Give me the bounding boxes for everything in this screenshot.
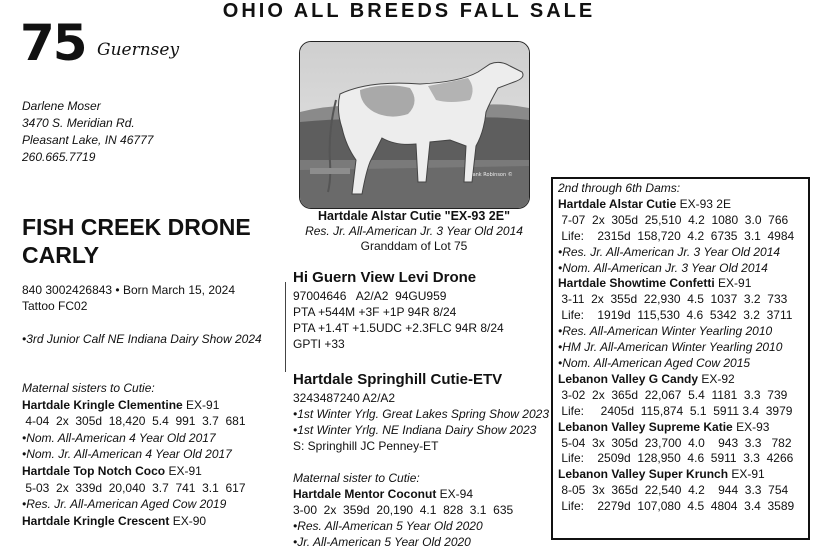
cow-photo-image	[300, 42, 529, 208]
tattoo-line: Tattoo FC02	[22, 299, 88, 313]
animal-name-line	[22, 513, 246, 530]
classification-score: EX-91	[182, 397, 220, 412]
owner-street: 3470 S. Meridian Rd.	[22, 116, 135, 130]
owner-phone: 260.665.7719	[22, 150, 96, 164]
info-line: S: Springhill JC Penney-ET	[293, 439, 439, 453]
animal-name: Lebanon Valley Super Krunch	[558, 467, 729, 482]
dams-box-heading: 2nd through 6th Dams:	[558, 181, 681, 195]
breed-label: Guernsey	[97, 40, 180, 60]
production-record: 4-04 2x 305d 18,420 5.4 991 3.7 681	[22, 414, 246, 429]
production-record: 3-00 2x 359d 20,190 4.1 828 3.1 635	[293, 503, 514, 517]
cow-name-line2: CARLY	[22, 242, 100, 268]
maternal-sister-dam	[293, 470, 513, 550]
registration-line: 840 3002426843 • Born March 15, 2024	[22, 283, 236, 297]
photo-caption	[290, 209, 538, 254]
production-record: Life: 2405d 115,874 5.1 5911 3.4 3979	[558, 403, 793, 418]
lot-number: 75	[20, 14, 86, 72]
production-record: 3-11 2x 355d 22,930 4.5 1037 3.2 733	[558, 292, 788, 307]
registration-info	[22, 282, 235, 314]
cow-name-line1: FISH CREEK DRONE	[22, 214, 251, 240]
dam-lines	[293, 390, 549, 454]
animal-name: Hartdale Alstar Cutie	[558, 196, 677, 211]
classification-score: EX-91	[165, 463, 202, 478]
production-record: 5-04 3x 305d 23,700 4.0 943 3.3 782	[558, 435, 792, 450]
dam-name: Hartdale Springhill Cutie-ETV	[293, 371, 503, 388]
award-line: •Res. All-American 5 Year Old 2020	[293, 519, 483, 533]
sire-pta-line: PTA +544M +3F +1P 94R 8/24	[293, 305, 457, 319]
sire-gpti-line: GPTI +33	[293, 337, 345, 351]
animal-name-line	[558, 197, 794, 213]
award-line: •Res. Jr. All-American Jr. 3 Year Old 2014	[558, 244, 781, 259]
owner-city: Pleasant Lake, IN 46777	[22, 133, 154, 147]
animal-name: Hartdale Showtime Confetti	[558, 276, 715, 291]
award-line: •Nom. Jr. All-American 4 Year Old 2017	[22, 447, 232, 462]
photo-caption-name: Hartdale Alstar Cutie "EX-93 2E"	[317, 209, 510, 223]
classification-score: EX-94	[436, 487, 474, 501]
production-record: Life: 2279d 107,080 4.5 4804 3.4 3589	[558, 499, 795, 514]
award-line: •1st Winter Yrlg. NE Indiana Dairy Show 2023	[293, 423, 537, 437]
classification-score: EX-91	[714, 276, 752, 291]
cow-award: •3rd Junior Calf NE Indiana Dairy Show 2024	[22, 332, 262, 346]
award-line: •Res. Jr. All-American Aged Cow 2019	[22, 497, 227, 512]
dams-box-content	[558, 181, 794, 515]
animal-name-line	[293, 486, 513, 502]
maternal-sisters-cutie	[22, 380, 246, 529]
production-record: Life: 2509d 128,950 4.6 5911 3.3 4266	[558, 451, 794, 466]
animal-name-line	[22, 463, 246, 480]
owner-block	[22, 98, 153, 166]
dam-block	[293, 370, 549, 454]
maternal-sisters-heading: Maternal sisters to Cutie:	[22, 381, 155, 395]
award-line: •Nom. All-American Aged Cow 2015	[558, 355, 751, 370]
classification-score: EX-91	[728, 467, 765, 482]
animal-name: Hartdale Mentor Coconut	[293, 487, 437, 501]
production-record: 5-03 2x 339d 20,040 3.7 741 3.1 617	[22, 480, 246, 495]
production-record: 3-02 2x 365d 22,067 5.4 1181 3.3 739	[558, 387, 788, 402]
classification-score: EX-93 2E	[676, 196, 731, 211]
production-record: Life: 1919d 115,530 4.6 5342 3.2 3711	[558, 308, 793, 323]
animal-name: Hartdale Kringle Clementine	[22, 397, 183, 412]
cow-photo	[299, 41, 530, 209]
production-record: Life: 2315d 158,720 4.2 6735 3.1 4984	[558, 228, 795, 243]
animal-name: Lebanon Valley G Candy	[558, 371, 699, 386]
classification-score: EX-90	[169, 513, 207, 528]
award-line: •HM Jr. All-American Winter Yearling 2010	[558, 340, 783, 355]
classification-score: EX-92	[698, 371, 735, 386]
animal-name: Hartdale Top Notch Coco	[22, 463, 166, 478]
dams-box-lines	[558, 197, 794, 515]
pedigree-bracket	[285, 282, 286, 372]
info-line: 3243487240 A2/A2	[293, 391, 396, 405]
animal-name-line	[558, 372, 794, 388]
maternal-sister-heading: Maternal sister to Cutie:	[293, 471, 420, 485]
animal-name-line	[558, 420, 794, 436]
animal-name-line	[22, 397, 246, 414]
sire-reg-line: 97004646 A2/A2 94GU959	[293, 289, 447, 303]
owner-name: Darlene Moser	[22, 99, 101, 113]
sire-block	[293, 268, 504, 352]
maternal-sisters-lines	[22, 397, 246, 530]
sire-name: Hi Guern View Levi Drone	[293, 269, 477, 286]
production-record: 7-07 2x 305d 25,510 4.2 1080 3.0 766	[558, 212, 789, 227]
classification-score: EX-93	[732, 419, 770, 434]
animal-name: Lebanon Valley Supreme Katie	[558, 419, 733, 434]
maternal-sister-lines	[293, 486, 513, 550]
award-line: •Jr. All-American 5 Year Old 2020	[293, 535, 471, 549]
cow-name	[22, 213, 251, 269]
award-line: •Res. All-American Winter Yearling 2010	[558, 324, 773, 339]
photographer-mark: Frank Robinson ©	[468, 172, 513, 178]
animal-name-line	[558, 467, 794, 483]
production-record: 8-05 3x 365d 22,540 4.2 944 3.3 754	[558, 483, 789, 498]
animal-name-line	[558, 276, 794, 292]
sire-pta-type-line: PTA +1.4T +1.5UDC +2.3FLC 94R 8/24	[293, 321, 504, 335]
sale-title: OHIO ALL BREEDS FALL SALE	[222, 0, 596, 22]
award-line: •Nom. All-American Jr. 3 Year Old 2014	[558, 260, 768, 275]
photo-caption-relation: Granddam of Lot 75	[360, 239, 468, 253]
animal-name: Hartdale Kringle Crescent	[22, 513, 170, 528]
award-line: •Nom. All-American 4 Year Old 2017	[22, 430, 216, 445]
photo-caption-award: Res. Jr. All-American Jr. 3 Year Old 2014	[305, 224, 523, 238]
award-line: •1st Winter Yrlg. Great Lakes Spring Show 2023	[293, 407, 550, 421]
